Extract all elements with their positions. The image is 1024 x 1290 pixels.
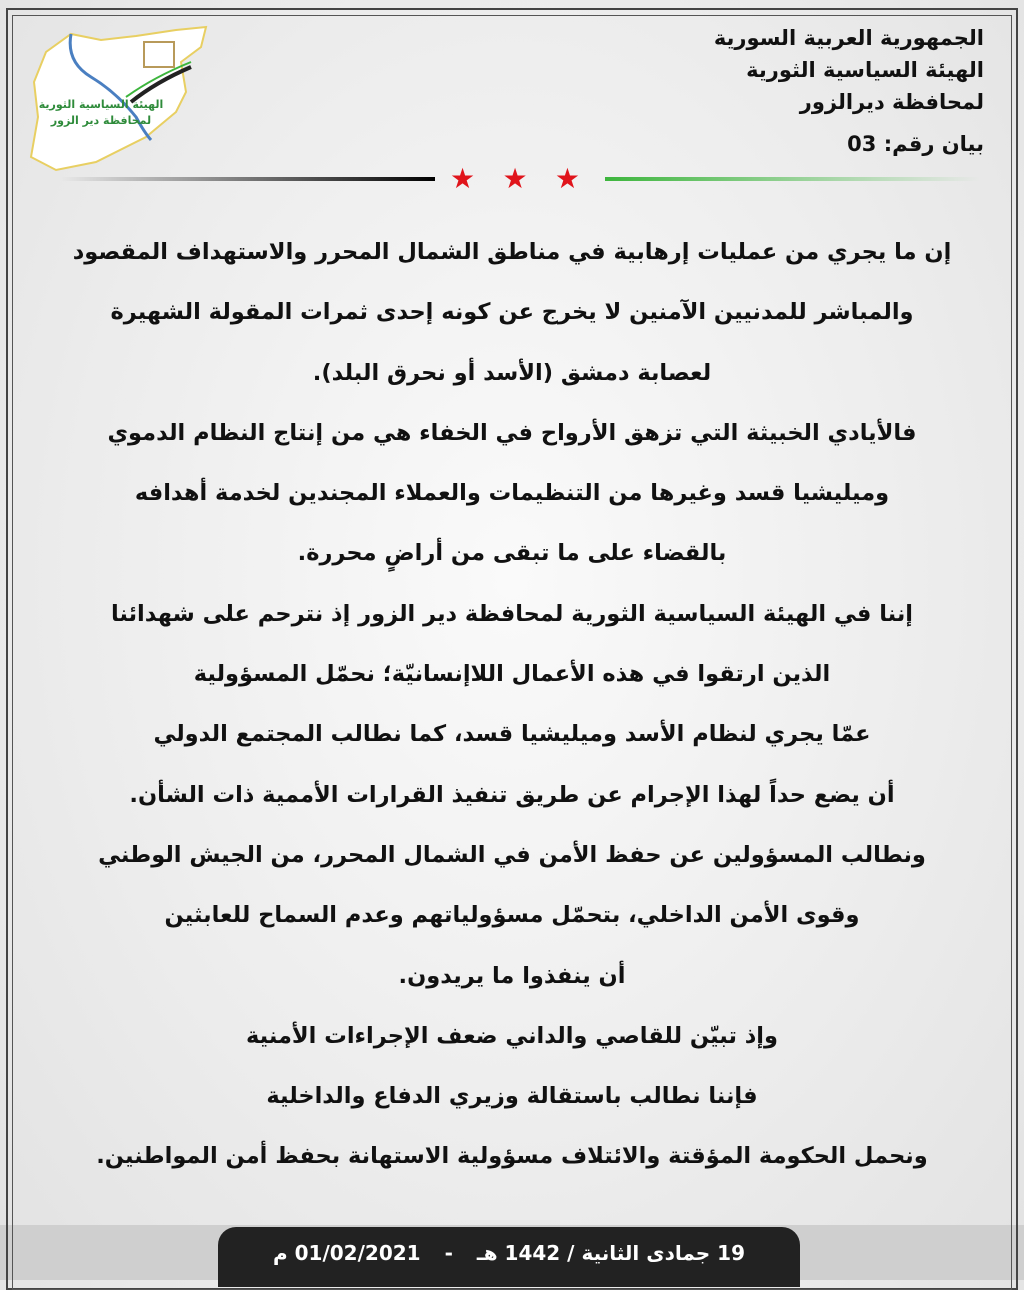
document-header bbox=[714, 22, 984, 160]
date-footer bbox=[218, 1227, 800, 1287]
hijri-date: 19 جمادى الثانية / 1442 هـ bbox=[476, 1241, 745, 1265]
divider-green-line bbox=[605, 177, 980, 181]
star-icon: ★ bbox=[450, 162, 476, 195]
body-line: عمّا يجري لنظام الأسد وميليشيا قسد، كما نطالب المجتمع الدولي bbox=[153, 721, 871, 748]
logo-text-1: الهيئة السياسية الثورية bbox=[38, 98, 164, 111]
date-separator: - bbox=[444, 1241, 453, 1265]
logo-syria-map bbox=[26, 22, 211, 172]
body-line: الذين ارتقوا في هذه الأعمال اللاإنسانيّة؛ نحمّل المسؤولية bbox=[193, 661, 831, 688]
header-governorate: لمحافظة ديرالزور bbox=[799, 90, 984, 114]
body-line: أن ينفذوا ما يريدون. bbox=[398, 962, 626, 989]
body-line: ونطالب المسؤولين عن حفظ الأمن في الشمال المحرر، من الجيش الوطني bbox=[98, 841, 926, 868]
body-line: فإننا نطالب باستقالة وزيري الدفاع والداخلية bbox=[266, 1083, 758, 1110]
divider-black-line bbox=[60, 177, 435, 181]
body-line: بالقضاء على ما تبقى من أراضٍ محررة. bbox=[297, 540, 727, 567]
flag-divider bbox=[60, 162, 980, 195]
logo-text-2: لمحافظة دير الزور bbox=[50, 114, 152, 127]
body-line: ونحمل الحكومة المؤقتة والائتلاف مسؤولية الاستهانة بحفظ أمن المواطنين. bbox=[96, 1143, 928, 1170]
star-icon: ★ bbox=[502, 162, 528, 195]
body-line: لعصابة دمشق (الأسد أو نحرق البلد). bbox=[312, 359, 712, 386]
body-line: إن ما يجري من عمليات إرهابية في مناطق الشمال المحرر والاستهداف المقصود bbox=[72, 239, 952, 265]
body-line: وقوى الأمن الداخلي، بتحمّل مسؤولياتهم وعدم السماح للعابثين bbox=[164, 902, 860, 929]
gregorian-date: 01/02/2021 م bbox=[273, 1241, 421, 1265]
statement-number: بيان رقم: 03 bbox=[847, 132, 984, 156]
star-icon: ★ bbox=[554, 162, 580, 195]
body-line: والمباشر للمدنيين الآمنين لا يخرج عن كونه إحدى ثمرات المقولة الشهيرة bbox=[110, 299, 914, 326]
body-line: وميليشيا قسد وغيرها من التنظيمات والعملاء المجندين لخدمة أهدافه bbox=[134, 480, 890, 507]
body-line: أن يضع حداً لهذا الإجرام عن طريق تنفيذ القرارات الأممية ذات الشأن. bbox=[129, 781, 895, 808]
statement-body bbox=[30, 222, 994, 1187]
body-line: وإذ تبيّن للقاصي والداني ضعف الإجراءات الأمنية bbox=[245, 1022, 779, 1049]
header-country: الجمهورية العربية السورية bbox=[713, 26, 984, 50]
header-organization: الهيئة السياسية الثورية bbox=[746, 58, 984, 82]
body-line: إننا في الهيئة السياسية الثورية لمحافظة دير الزور إذ نترحم على شهدائنا bbox=[110, 600, 914, 627]
body-line: فالأيادي الخبيثة التي تزهق الأرواح في الخفاء هي من إنتاج النظام الدموي bbox=[107, 419, 917, 446]
